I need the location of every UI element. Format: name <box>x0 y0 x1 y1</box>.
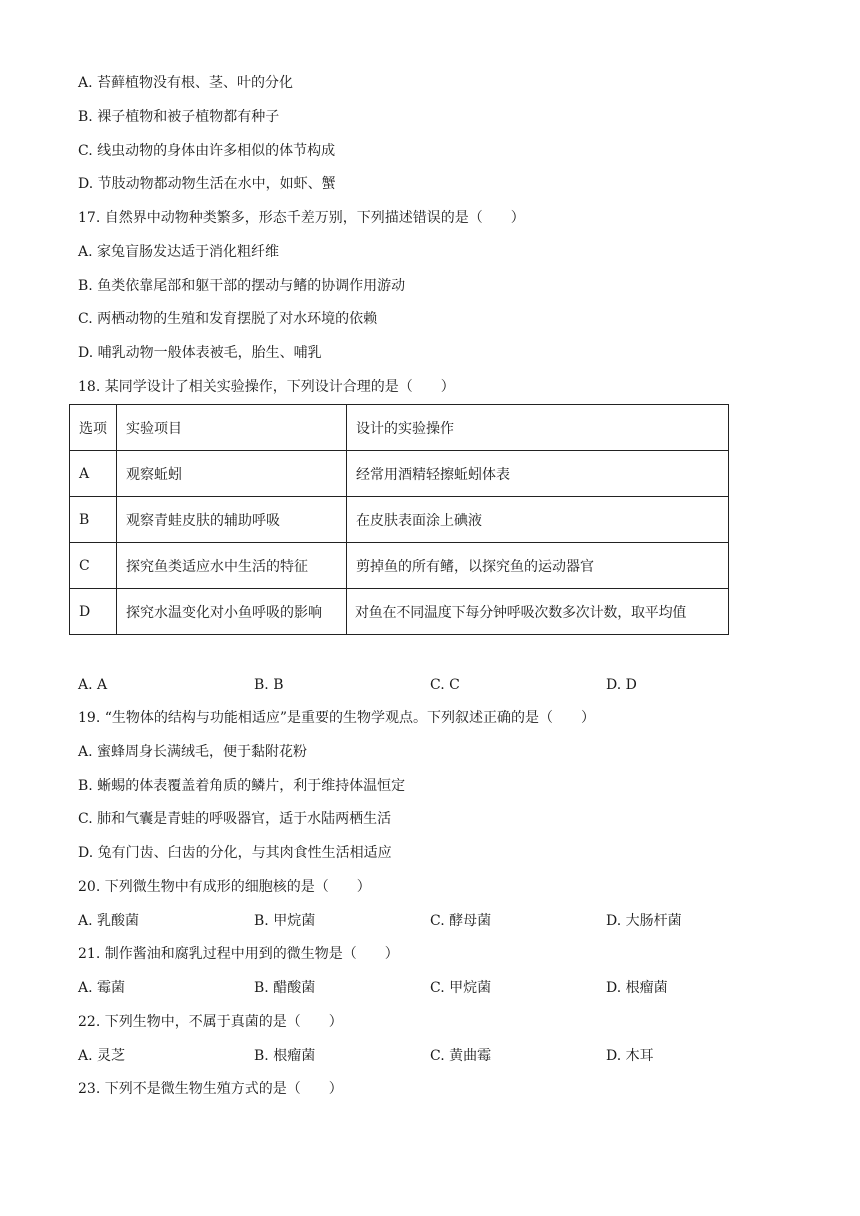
table-cell: 剪掉鱼的所有鳍，以探究鱼的运动器官 <box>347 543 729 589</box>
q18-option-c: C. C <box>430 677 460 693</box>
q20-option-d: D. 大肠杆菌 <box>606 913 682 929</box>
table-cell: 对鱼在不同温度下每分钟呼吸次数多次计数，取平均值 <box>347 589 729 635</box>
q16-option-b: B. 裸子植物和被子植物都有种子 <box>78 109 280 125</box>
q21-option-a: A. 霉菌 <box>78 980 126 996</box>
q20-option-b: B. 甲烷菌 <box>254 913 316 929</box>
table-row <box>70 589 729 635</box>
q22-option-c: C. 黄曲霉 <box>430 1048 492 1064</box>
q18-stem: 18. 某同学设计了相关实验操作，下列设计合理的是（ ） <box>78 379 455 395</box>
q21-option-c: C. 甲烷菌 <box>430 980 492 996</box>
table-header-row <box>70 405 729 451</box>
q16-option-d: D. 节肢动物都动物生活在水中，如虾、蟹 <box>78 176 336 192</box>
q17-option-a: A. 家兔盲肠发达适于消化粗纤维 <box>78 244 280 260</box>
q18-option-b: B. B <box>254 677 284 693</box>
q17-option-d: D. 哺乳动物一般体表被毛，胎生、哺乳 <box>78 345 322 361</box>
table-row <box>70 497 729 543</box>
q22-stem: 22. 下列生物中，不属于真菌的是（ ） <box>78 1014 343 1030</box>
table-header-cell: 实验项目 <box>117 405 347 451</box>
q20-stem: 20. 下列微生物中有成形的细胞核的是（ ） <box>78 879 371 895</box>
table-cell: A <box>70 451 117 497</box>
q16-option-a: A. 苔藓植物没有根、茎、叶的分化 <box>78 75 294 91</box>
q22-option-d: D. 木耳 <box>606 1048 654 1064</box>
q18-option-d: D. D <box>606 677 637 693</box>
table-cell: 探究鱼类适应水中生活的特征 <box>117 543 347 589</box>
table-row <box>70 451 729 497</box>
q23-stem: 23. 下列不是微生物生殖方式的是（ ） <box>78 1081 343 1097</box>
q22-option-a: A. 灵芝 <box>78 1048 126 1064</box>
q20-options <box>78 911 778 931</box>
table-cell: 经常用酒精轻擦蚯蚓体表 <box>347 451 729 497</box>
q21-option-b: B. 醋酸菌 <box>254 980 316 996</box>
table-cell: 在皮肤表面涂上碘液 <box>347 497 729 543</box>
table-header-cell: 设计的实验操作 <box>347 405 729 451</box>
table-cell: C <box>70 543 117 589</box>
table-row <box>70 543 729 589</box>
q18-options <box>78 675 778 695</box>
experiment-table <box>69 404 729 635</box>
q19-option-a: A. 蜜蜂周身长满绒毛，便于黏附花粉 <box>78 744 308 760</box>
table-cell: D <box>70 589 117 635</box>
table-cell: 探究水温变化对小鱼呼吸的影响 <box>117 589 347 635</box>
q21-options <box>78 978 778 998</box>
q19-stem: 19. “生物体的结构与功能相适应”是重要的生物学观点。下列叙述正确的是（ ） <box>78 710 596 726</box>
q21-stem: 21. 制作酱油和腐乳过程中用到的微生物是（ ） <box>78 946 399 962</box>
table-cell: 观察青蛙皮肤的辅助呼吸 <box>117 497 347 543</box>
table-header-cell: 选项 <box>70 405 117 451</box>
q19-option-b: B. 蜥蜴的体表覆盖着角质的鳞片，利于维持体温恒定 <box>78 778 406 794</box>
table-cell: 观察蚯蚓 <box>117 451 347 497</box>
q20-option-a: A. 乳酸菌 <box>78 913 140 929</box>
q22-option-b: B. 根瘤菌 <box>254 1048 316 1064</box>
q19-option-c: C. 肺和气囊是青蛙的呼吸器官，适于水陆两栖生活 <box>78 811 392 827</box>
q16-option-c: C. 线虫动物的身体由许多相似的体节构成 <box>78 143 336 159</box>
q22-options <box>78 1046 778 1066</box>
q17-stem: 17. 自然界中动物种类繁多，形态千差万别，下列描述错误的是（ ） <box>78 210 525 226</box>
q17-option-c: C. 两栖动物的生殖和发育摆脱了对水环境的依赖 <box>78 311 378 327</box>
q19-option-d: D. 兔有门齿、臼齿的分化，与其肉食性生活相适应 <box>78 845 392 861</box>
q18-option-a: A. A <box>78 677 108 693</box>
table-cell: B <box>70 497 117 543</box>
q20-option-c: C. 酵母菌 <box>430 913 492 929</box>
q17-option-b: B. 鱼类依靠尾部和躯干部的摆动与鳍的协调作用游动 <box>78 278 406 294</box>
q21-option-d: D. 根瘤菌 <box>606 980 668 996</box>
